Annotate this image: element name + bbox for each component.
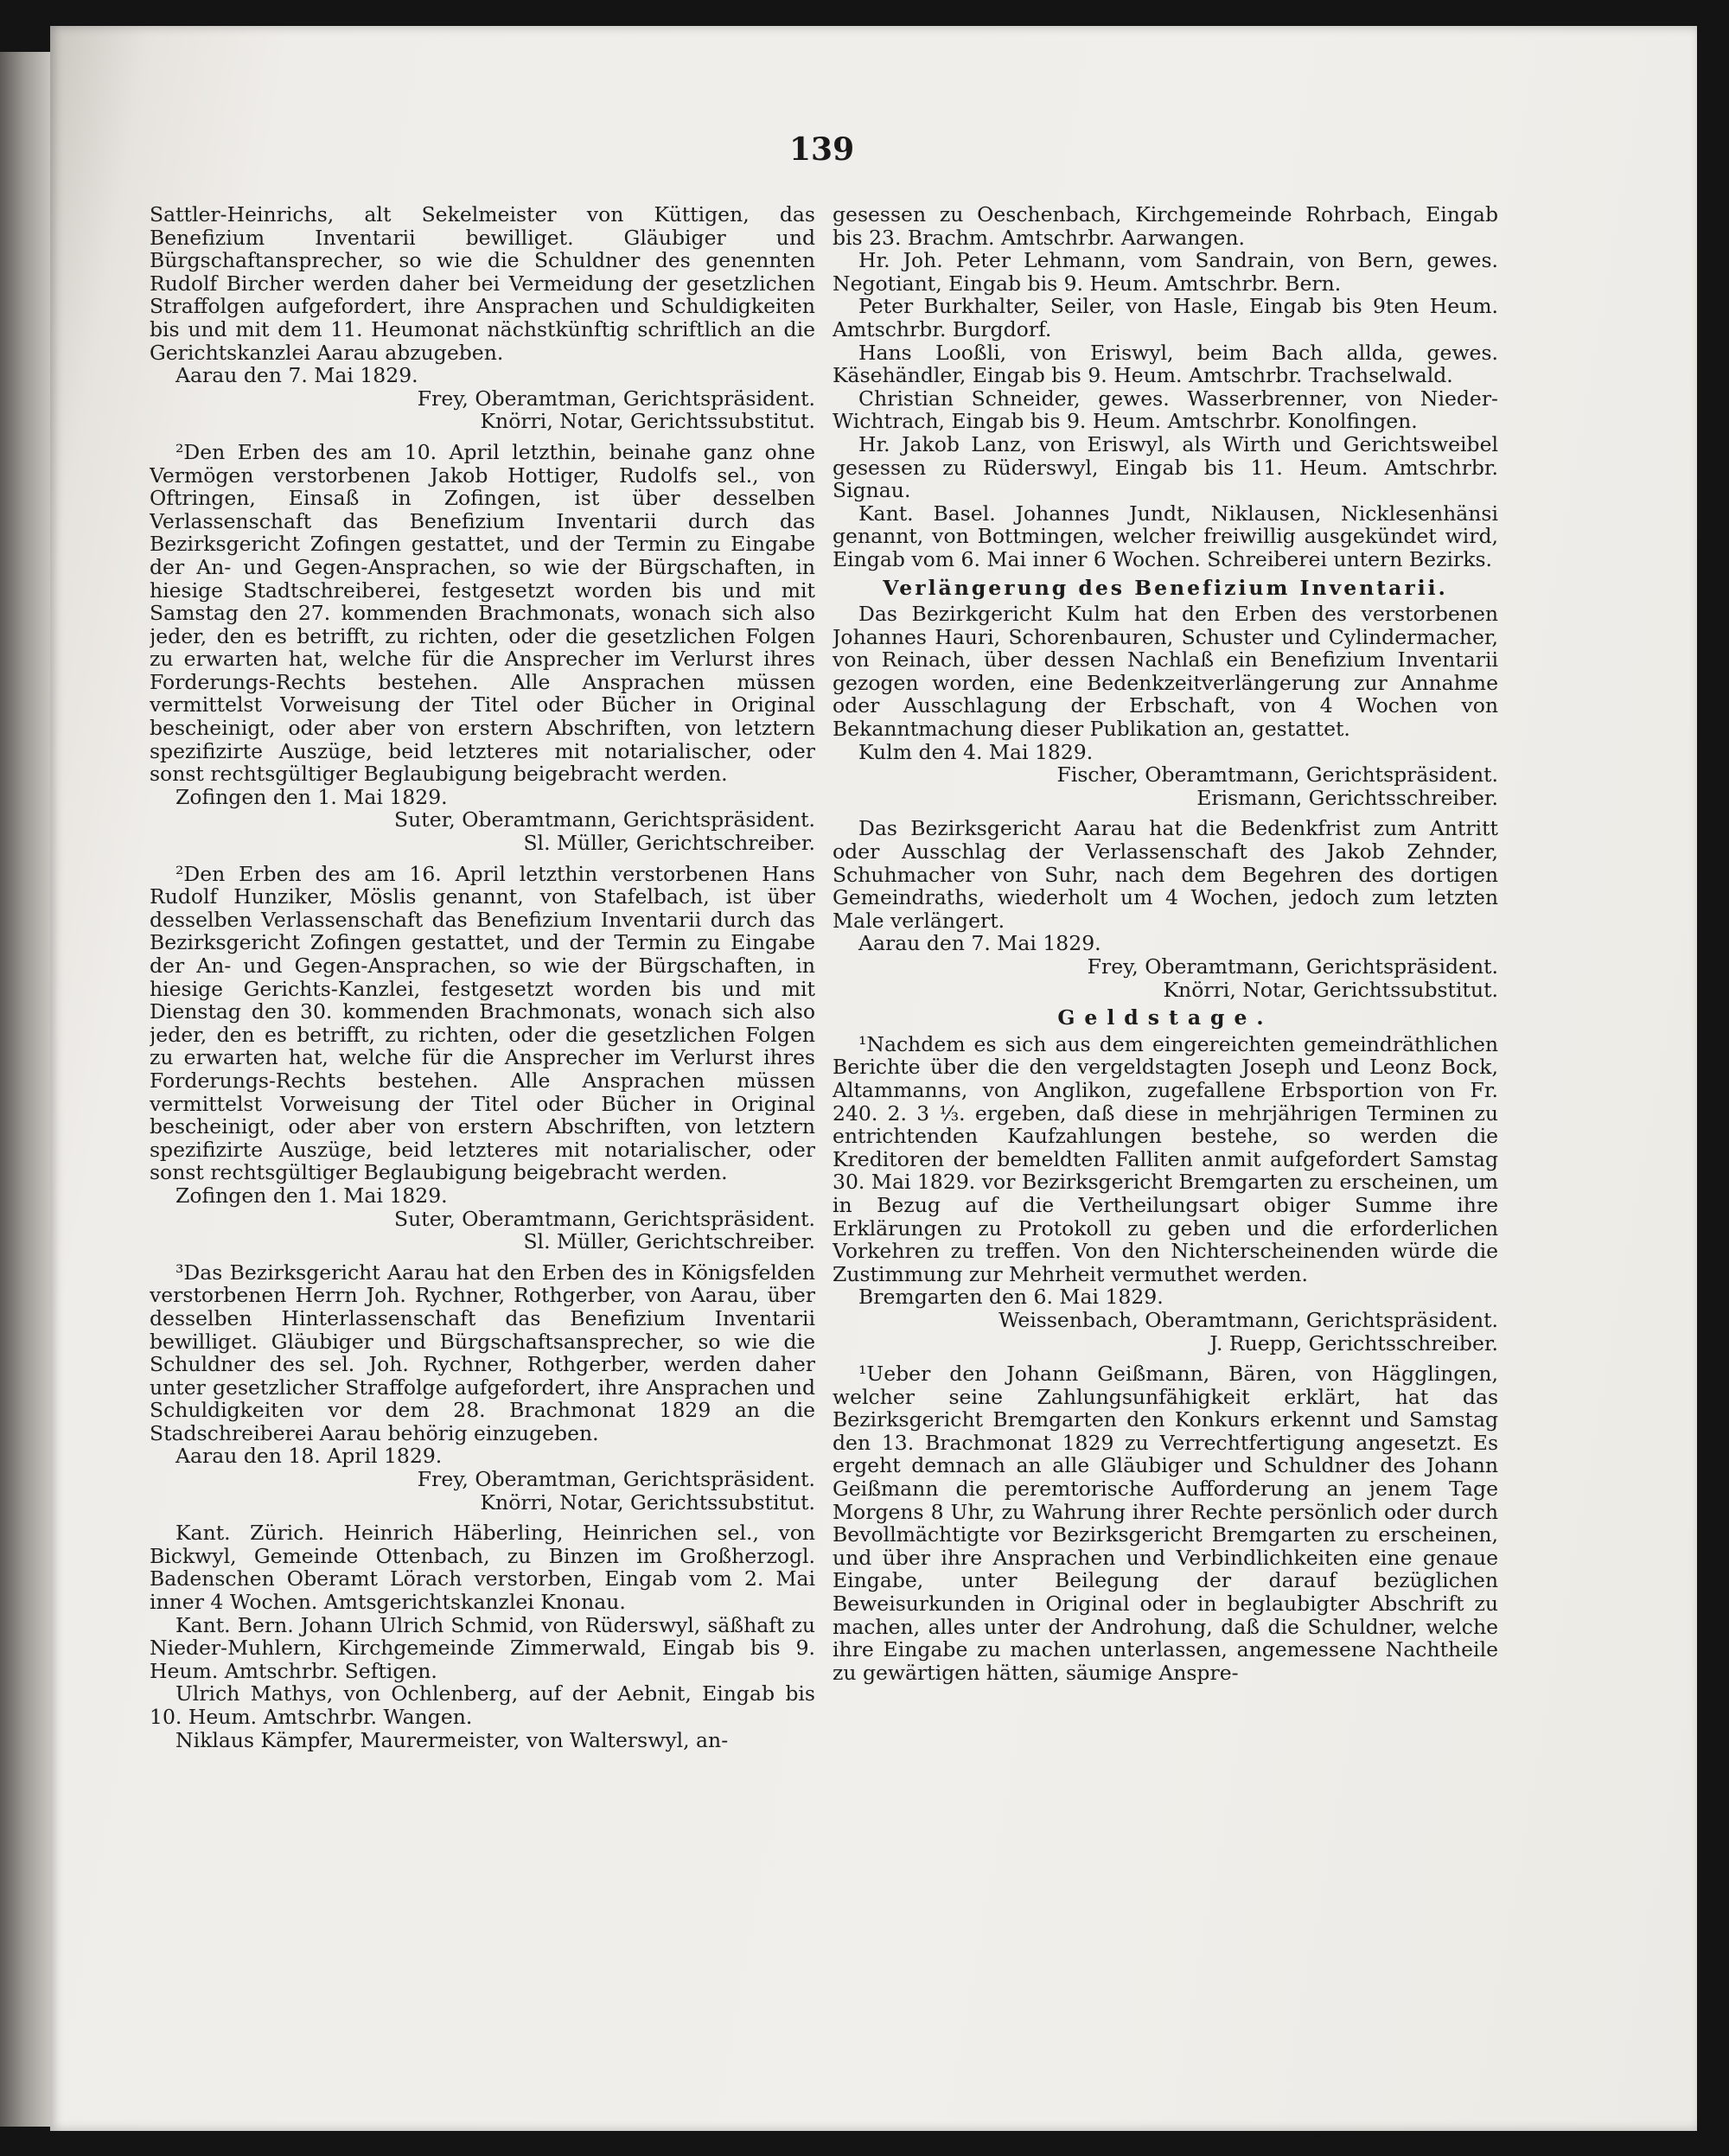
dateline: Kulm den 4. Mai 1829.	[858, 739, 1094, 764]
notice-paragraph: Das Bezirkgericht Kulm hat den Erben des verstorbenen Johannes Hauri, Schorenbauren, Schuster und Cylindermacher, von Reinach, über dessen Nachlaß ein Benefizium Inventarii gezogen worden, eine Bedenkzeitverlängerung zur Annahme oder Ausschlagung der Erbschaft, von 4 Wochen von Bekanntmachung dieser Publikation an, gestattet.	[833, 602, 1498, 742]
signature-line: Frey, Oberamtman, Gerichtspräsident.	[417, 386, 815, 411]
section-heading: Verlängerung des Benefizium Inventarii.	[883, 575, 1448, 600]
signature-line: Knörri, Notar, Gerichtssubstitut.	[480, 1489, 815, 1515]
signature-line: J. Ruepp, Gerichtsschreiber.	[1209, 1330, 1498, 1355]
notice-paragraph: ²Den Erben des am 10. April letzthin, beinahe ganz ohne Vermögen verstorbenen Jakob Hottiger, Rudolfs sel., von Oftringen, Einsaß in Zofingen, ist über desselben Verlassenschaft das Benefizium Inventarii durch das Bezirksgericht Zofingen gestattet, und der Termin zu Eingabe der An- und Gegen-Ansprachen, so wie der Bürgschaften, in hiesige Stadtschreiberei, festgesetzt worden bis und mit Samstag den 27. kommenden Brachmonats, wonach sich also jeder, den es betrifft, zu richten, oder die gesetzlichen Folgen zu erwarten hat, welche für die Ansprecher im Verlurst ihres Forderungs-Rechts bestehen. Alle Ansprachen müssen vermittelst Vorweisung der Titel oder Bücher in Original bescheinigt, oder aber von erstern Abschriften, von letztern spezifizirte Auszüge, beid letzteres mit notarialischer, oder sonst rechtsgültiger Beglaubigung beigebracht werden.	[150, 439, 815, 787]
notice-paragraph: Hr. Joh. Peter Lehmann, vom Sandrain, von Bern, gewes. Negotiant, Eingab bis 9. Heum. Amtschrbr. Bern.	[833, 248, 1498, 296]
continued-text: Sattler-Heinrichs, alt Sekelmeister von Küttigen, das Benefizium Inventarii bewilliget. Gläubiger und Bürgschaftansprecher, so wie die Schuldner des genennten Rudolf Bircher werden daher bei Vermeidung der gesetzlichen Straffolgen aufgefordert, ihre Ansprachen und Schuldigkeiten bis und mit dem 11. Heumonat nächstkünftig schriftlich an die Gerichtskanzlei Aarau abzugeben.	[150, 203, 815, 365]
notice-paragraph: Kant. Zürich. Heinrich Häberling, Heinrichen sel., von Bickwyl, Gemeinde Ottenbach, zu Binzen im Großherzogl. Badenschen Oberamt Lörach verstorben, Eingab vom 2. Mai inner 4 Wochen. Amtsgerichtskanzlei Knonau.	[150, 1521, 815, 1615]
signature-line: Frey, Oberamtman, Gerichtspräsident.	[417, 1467, 815, 1492]
continued-text: gesessen zu Oeschenbach, Kirchgemeinde Rohrbach, Eingab bis 23. Brachm. Amtschrbr. Aarwangen.	[833, 203, 1498, 250]
notice-paragraph: Kant. Basel. Johannes Jundt, Niklausen, Nicklesenhänsi genannt, von Bottmingen, welcher freiwillig ausgekündet wird, Eingab vom 6. Mai inner 6 Wochen. Schreiberei untern Bezirks.	[833, 501, 1498, 571]
notice-paragraph: Kant. Bern. Johann Ulrich Schmid, von Rüderswyl, säßhaft zu Nieder-Muhlern, Kirchgemeinde Zimmerwald, Eingab bis 9. Heum. Amtschrbr. Seftigen.	[150, 1612, 815, 1683]
left-column	[150, 203, 815, 2027]
notice-paragraph: ¹Nachdem es sich aus dem eingereichten gemeindräthlichen Berichte über die den vergeldstagten Joseph und Leonz Bock, Altammanns, von Anglikon, zugefallene Erbsportion von Fr. 240. 2. 3 ⅓. ergeben, daß diese in mehrjährigen Terminen zu entrichtenden Kaufzahlungen bestehe, so werden die Kreditoren der bemeldten Falliten anmit aufgefordert Samstag 30. Mai 1829. vor Bezirksgericht Bremgarten zu erscheinen, um in Bezug auf die Vertheilungsart obiger Summe ihre Erklärungen zu Protokoll zu geben und die erforderlichen Vorkehren zu treffen. Von den Nichterscheinenden würde die Zustimmung zur Mehrheit vermuthet werden.	[833, 1031, 1498, 1286]
signature-line: Frey, Oberamtmann, Gerichtspräsident.	[1087, 954, 1498, 979]
notice-paragraph: Das Bezirksgericht Aarau hat die Bedenkfrist zum Antritt oder Ausschlag der Verlassenschaft des Jakob Zehnder, Schuhmacher von Suhr, nach dem Begehren des dortigen Gemeindraths, wiederholt um 4 Wochen, jedoch zum letzten Male verlängert.	[833, 816, 1498, 933]
newspaper-page	[50, 26, 1697, 2131]
dateline: Aarau den 7. Mai 1829.	[175, 363, 418, 388]
signature-line: Knörri, Notar, Gerichtssubstitut.	[480, 409, 815, 434]
book-spine-shadow	[0, 52, 54, 2127]
notice-paragraph: ³Das Bezirksgericht Aarau hat den Erben des in Königsfelden verstorbenen Herrn Joh. Rychner, Rothgerber, von Aarau, über desselben Hinterlassenschaft das Benefizium Inventarii bewilliget. Gläubiger und Bürgschaftsansprecher, so wie die Schuldner des sel. Joh. Rychner, Rothgerber, werden daher unter gesetzlicher Straffolge aufgefordert, ihre Ansprachen und Schuldigkeiten vor dem 28. Brachmonat 1829 an die Stadschreiberei Aarau behörig einzugeben.	[150, 1260, 815, 1445]
signature-line: Sl. Müller, Gerichtschreiber.	[523, 831, 815, 856]
right-column	[833, 203, 1498, 2027]
notice-paragraph: ²Den Erben des am 16. April letzthin verstorbenen Hans Rudolf Hunziker, Möslis genannt, von Stafelbach, ist über desselben Verlassenschaft das Benefizium Inventarii durch das Bezirksgericht Zofingen gestattet, und der Termin zu Eingabe der An- und Gegen-Ansprachen, so wie der Bürgschaften, in hiesige Gerichts-Kanzlei, festgesetzt worden bis und mit Dienstag den 30. kommenden Brachmonats, wonach sich also jeder, den es betrifft, zu richten, oder die gesetzlichen Folgen zu erwarten hat, welche für die Ansprecher im Verlurst ihres Forderungs-Rechts bestehen. Alle Ansprachen müssen vermittelst Vorweisung der Titel oder Bücher in Original bescheinigt, oder aber von erstern Abschriften, von letztern spezifizirte Auszüge, beid letzteres mit notarialischer, oder sonst rechtsgültiger Beglaubigung beigebracht werden.	[150, 861, 815, 1185]
section-heading: Geldstage.	[1057, 1005, 1273, 1030]
notice-paragraph: Christian Schneider, gewes. Wasserbrenner, von Nieder-Wichtrach, Eingab bis 9. Heum. Amtschrbr. Konolfingen.	[833, 386, 1498, 434]
dateline: Zofingen den 1. Mai 1829.	[175, 1183, 448, 1208]
signature-line: Erismann, Gerichtsschreiber.	[1196, 785, 1498, 810]
notice-paragraph: ¹Ueber den Johann Geißmann, Bären, von Hägglingen, welcher seine Zahlungsunfähigkeit erklärt, hat das Bezirksgericht Bremgarten den Konkurs erkennt und Samstag den 13. Brachmonat 1829 zu Verrechtfertigung angesetzt. Es ergeht demnach an alle Gläubiger und Schuldner des Johann Geißmann die peremtorische Aufforderung an jenem Tage Morgens 8 Uhr, zu Wahrung ihrer Rechte persönlich oder durch Bevollmächtigte vor Bezirksgericht Bremgarten zu erscheinen, und über ihre Ansprachen und Verbindlichkeiten eine genaue Eingabe, unter Beilegung der darauf bezüglichen Beweisurkunden in Original oder in beglaubigter Abschrift zu machen, alles unter der Androhung, daß die Schuldner, welche ihre Eingabe zu machen unterlassen, angemessene Nachtheile zu gewärtigen hätten, säumige Anspre-	[833, 1362, 1498, 1685]
notice-paragraph: Peter Burkhalter, Seiler, von Hasle, Eingab bis 9ten Heum. Amtschrbr. Burgdorf.	[833, 294, 1498, 341]
dateline: Zofingen den 1. Mai 1829.	[175, 784, 448, 809]
signature-line: Knörri, Notar, Gerichtssubstitut.	[1163, 977, 1498, 1002]
signature-line: Sl. Müller, Gerichtschreiber.	[523, 1229, 815, 1254]
notice-paragraph: Niklaus Kämpfer, Maurermeister, von Walterswyl, an-	[175, 1727, 729, 1752]
signature-line: Fischer, Oberamtmann, Gerichtspräsident.	[1056, 762, 1498, 788]
dateline: Aarau den 18. April 1829.	[175, 1444, 443, 1469]
notice-paragraph: Hr. Jakob Lanz, von Eriswyl, als Wirth und Gerichtsweibel gesessen zu Rüderswyl, Eingab bis 11. Heum. Amtschrbr. Signau.	[833, 431, 1498, 503]
signature-line: Weissenbach, Oberamtmann, Gerichtspräsident.	[998, 1307, 1498, 1332]
signature-line: Suter, Oberamtmann, Gerichtspräsident.	[394, 1206, 815, 1231]
page-number: 139	[789, 131, 855, 168]
dateline: Aarau den 7. Mai 1829.	[858, 931, 1101, 956]
dateline: Bremgarten den 6. Mai 1829.	[858, 1285, 1164, 1310]
notice-paragraph: Hans Looßli, von Eriswyl, beim Bach allda, gewes. Käsehändler, Eingab bis 9. Heum. Amtschrbr. Trachselwald.	[833, 340, 1498, 388]
notice-paragraph: Ulrich Mathys, von Ochlenberg, auf der Aebnit, Eingab bis 10. Heum. Amtschrbr. Wangen.	[150, 1681, 815, 1729]
signature-line: Suter, Oberamtmann, Gerichtspräsident.	[394, 807, 815, 832]
